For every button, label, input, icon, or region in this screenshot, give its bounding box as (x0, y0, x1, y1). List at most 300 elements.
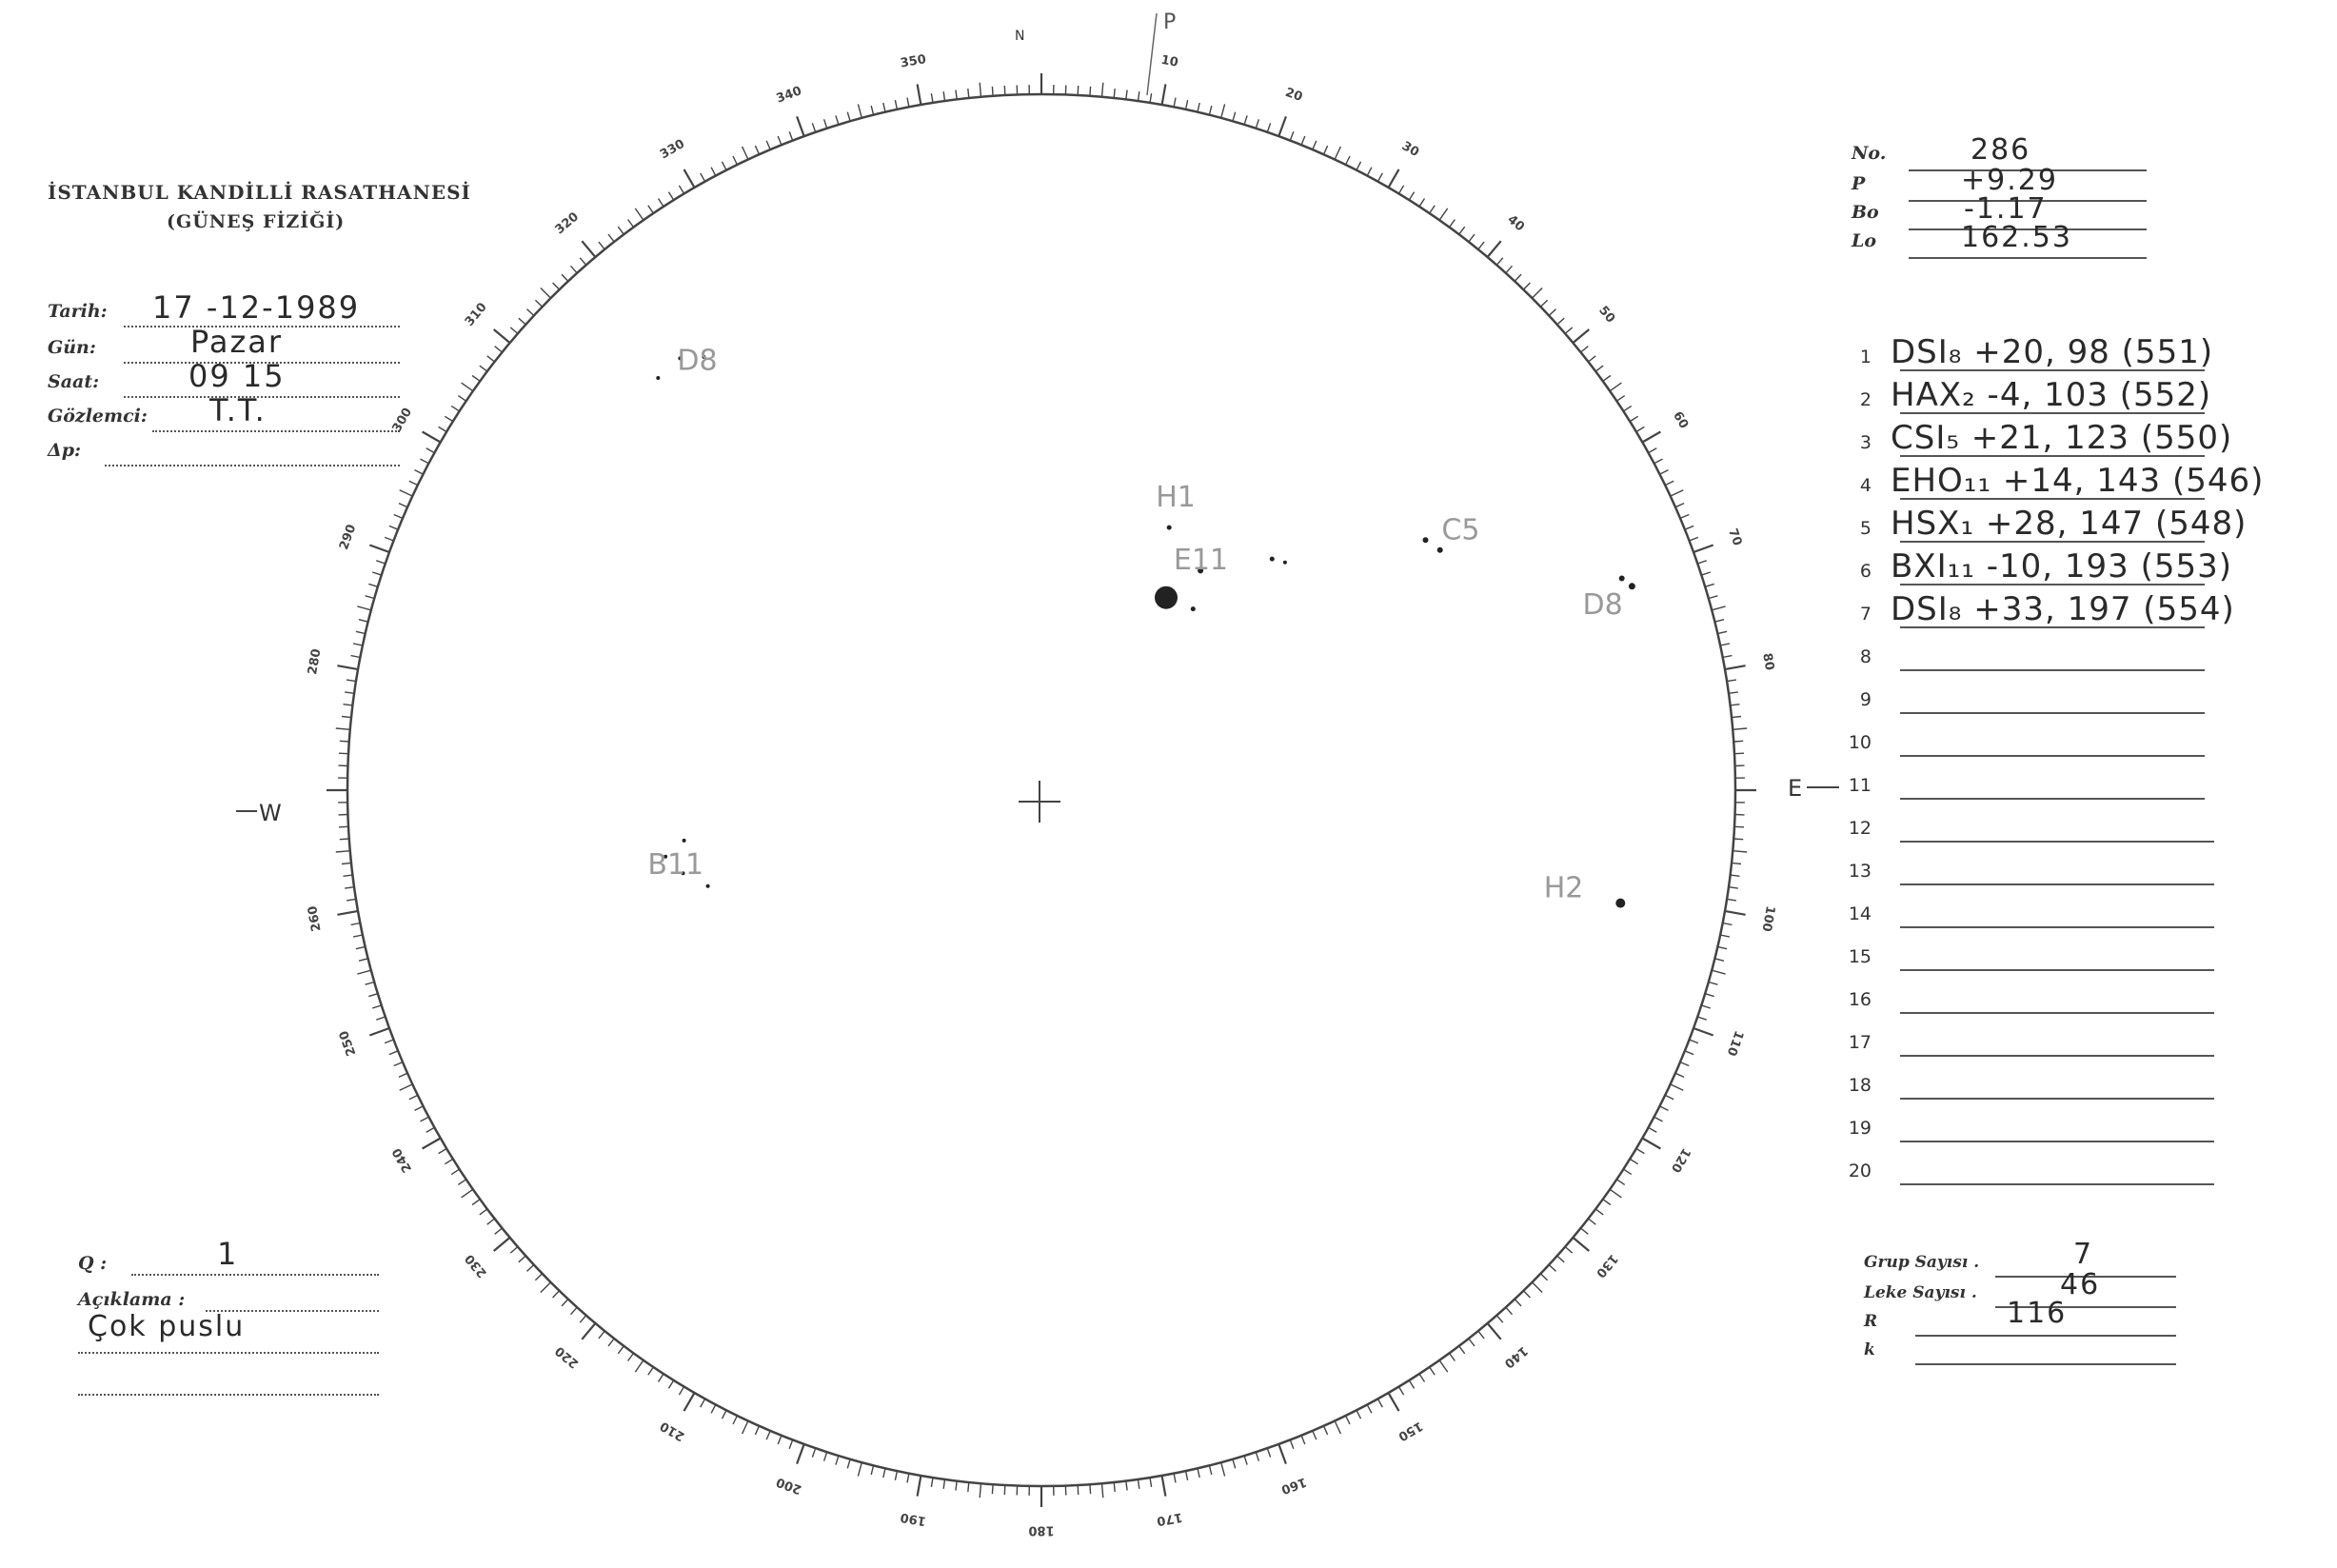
group-row-number: 17 (1848, 1032, 1872, 1053)
degree-label: 80 (1759, 651, 1777, 672)
degree-tick (462, 383, 473, 391)
degree-tick (1533, 288, 1543, 299)
gun-value: Pazar (190, 324, 284, 360)
degree-label: 140 (1500, 1342, 1531, 1371)
degree-tick (1346, 156, 1350, 165)
aciklama-value: Çok puslu (88, 1310, 246, 1343)
degree-tick (701, 173, 705, 182)
aciklama-label: Açıklama : (78, 1289, 186, 1310)
degree-tick (1439, 1360, 1448, 1372)
degree-label: 200 (774, 1474, 804, 1497)
degree-tick (1450, 1353, 1456, 1360)
degree-tick (1399, 186, 1404, 194)
degree-tick (1469, 234, 1475, 242)
degree-tick (1717, 946, 1727, 948)
degree-tick (1595, 1209, 1603, 1215)
degree-tick (1557, 1256, 1564, 1262)
degree-tick (1540, 300, 1547, 307)
degree-tick (1690, 1040, 1698, 1043)
degree-tick (571, 266, 578, 273)
degree-tick (359, 620, 368, 623)
degree-label: 20 (1283, 85, 1305, 106)
degree-tick (1478, 1331, 1484, 1339)
degree-tick (659, 1374, 664, 1381)
tarih-value: 17 -12-1989 (152, 289, 361, 326)
group-row-number: 8 (1859, 646, 1872, 667)
degree-tick (519, 318, 525, 325)
gun-label: Gün: (48, 337, 96, 358)
group-row-number: 14 (1848, 903, 1872, 924)
degree-tick (409, 481, 418, 485)
group-disk-label: D8 (1582, 587, 1623, 622)
degree-tick (1540, 1274, 1547, 1280)
degree-tick (1078, 86, 1079, 95)
degree-tick (1709, 982, 1718, 985)
sunspot (1423, 537, 1429, 543)
param-p-label: P (1852, 173, 1866, 194)
k-label: k (1864, 1340, 1875, 1360)
degree-tick (711, 168, 716, 176)
degree-tick (1267, 123, 1270, 131)
degree-tick (1725, 665, 1746, 669)
group-row-entry: DSI₈ +33, 197 (554) (1891, 590, 2235, 628)
degree-tick (344, 875, 353, 876)
group-row-entry: HAX₂ -4, 103 (552) (1891, 376, 2212, 414)
sunspot (1629, 583, 1635, 589)
degree-tick (812, 1448, 815, 1457)
group-row-entry: HSX₁ +28, 147 (548) (1891, 505, 2248, 543)
degree-tick (1630, 1159, 1638, 1163)
degree-tick (1004, 1485, 1005, 1495)
degree-tick (766, 141, 770, 149)
degree-tick (510, 1247, 518, 1254)
param-no-label: No. (1852, 143, 1887, 164)
degree-tick (824, 119, 827, 129)
degree-tick (628, 1353, 634, 1360)
degree-tick (1671, 1084, 1684, 1090)
degree-tick (789, 131, 793, 140)
degree-tick (1616, 1180, 1624, 1185)
degree-tick (824, 1452, 827, 1461)
degree-tick (668, 1380, 673, 1389)
group-row-entry: DSI₈ +20, 98 (551) (1891, 333, 2214, 371)
p-axis-line (1147, 13, 1157, 95)
degree-tick (400, 1084, 413, 1090)
degree-tick (618, 227, 624, 234)
west-label: W (259, 800, 282, 826)
degree-tick (1004, 86, 1005, 95)
degree-label: 170 (1155, 1509, 1184, 1528)
degree-tick (847, 1459, 850, 1469)
group-row-number: 19 (1848, 1118, 1872, 1139)
degree-tick (1102, 83, 1103, 97)
degree-tick (1610, 383, 1621, 391)
degree-tick (1377, 173, 1382, 182)
degree-tick (409, 1095, 418, 1099)
degree-tick (1114, 89, 1115, 98)
degree-tick (1367, 1404, 1372, 1413)
degree-tick (366, 596, 375, 599)
degree-tick (487, 356, 495, 362)
degree-tick (376, 561, 385, 564)
degree-tick (1733, 839, 1743, 840)
group-row-number: 1 (1859, 347, 1872, 367)
degree-tick (755, 1426, 759, 1435)
degree-tick (599, 1331, 604, 1339)
degree-tick (992, 1484, 993, 1494)
degree-tick (553, 1291, 560, 1298)
gozlemci-value: T.T. (209, 392, 267, 428)
saat-value: 09 15 (188, 358, 286, 394)
sunspot (1191, 606, 1196, 611)
sunspot (1270, 557, 1275, 562)
degree-tick (1709, 596, 1718, 599)
degree-tick (1636, 1149, 1645, 1154)
degree-tick (733, 156, 737, 165)
group-row-number: 12 (1848, 818, 1872, 839)
degree-tick (1346, 1416, 1350, 1424)
degree-tick (1723, 656, 1733, 658)
degree-tick (679, 1387, 683, 1396)
degree-tick (385, 1040, 393, 1043)
degree-tick (836, 1456, 839, 1465)
degree-label: 120 (1667, 1144, 1693, 1176)
degree-tick (618, 1346, 624, 1354)
degree-tick (353, 644, 363, 645)
degree-tick (389, 526, 398, 529)
degree-tick (1198, 1468, 1199, 1478)
group-disk-label: D8 (677, 344, 718, 378)
degree-tick (400, 490, 413, 496)
sunspot (1619, 576, 1625, 582)
degree-tick (1712, 606, 1725, 610)
degree-tick (1727, 680, 1736, 682)
degree-tick (1671, 490, 1684, 496)
degree-label: 310 (462, 300, 490, 329)
group-row-number: 10 (1848, 732, 1872, 753)
degree-tick (1399, 1387, 1404, 1396)
degree-tick (635, 208, 644, 220)
degree-tick (462, 1189, 473, 1198)
degree-tick (659, 199, 664, 207)
degree-tick (1610, 1189, 1621, 1198)
degree-tick (1720, 935, 1730, 937)
degree-tick (1102, 1483, 1103, 1498)
degree-tick (369, 1028, 389, 1036)
degree-tick (1734, 753, 1744, 754)
param-lo-label: Lo (1852, 230, 1877, 251)
sunspot (1615, 899, 1625, 908)
degree-tick (340, 839, 349, 840)
degree-tick (510, 327, 518, 334)
degree-tick (1256, 1452, 1258, 1461)
degree-tick (356, 946, 366, 948)
degree-label: 60 (1670, 408, 1692, 432)
degree-tick (1636, 427, 1645, 431)
param-lo-value: 162.53 (1961, 221, 2072, 254)
degree-tick (1523, 1291, 1530, 1298)
degree-tick (668, 192, 673, 201)
q-label: Q : (78, 1253, 108, 1274)
sunspots (656, 355, 1635, 908)
degree-tick (1725, 911, 1746, 915)
r-value: 116 (2007, 1297, 2068, 1330)
degree-tick (345, 692, 354, 693)
degree-tick (351, 656, 361, 658)
degree-tick (907, 1474, 909, 1483)
degree-tick (1515, 274, 1521, 281)
degree-tick (907, 98, 909, 108)
degree-tick (1478, 242, 1484, 249)
degree-tick (1313, 1431, 1317, 1439)
degree-tick (1496, 1316, 1503, 1323)
degree-tick (1114, 1482, 1115, 1492)
degree-tick (1549, 1265, 1555, 1272)
degree-tick (1712, 970, 1725, 974)
degree-tick (1680, 1062, 1689, 1066)
degree-tick (968, 89, 969, 98)
degree-tick (519, 1256, 525, 1262)
degree-tick (883, 103, 885, 112)
degree-tick (1221, 104, 1225, 118)
sunspot (1155, 586, 1178, 609)
degree-tick (1290, 131, 1294, 140)
degree-label: 230 (462, 1251, 490, 1280)
degree-tick (1419, 1374, 1425, 1381)
param-bo-label: Bo (1852, 202, 1879, 223)
degree-tick (426, 448, 435, 453)
east-label: E (1788, 775, 1803, 802)
degree-tick (1720, 644, 1730, 645)
degree-label: 240 (389, 1144, 416, 1176)
degree-tick (535, 1274, 542, 1280)
param-bo-value: -1.17 (1964, 192, 2048, 226)
degree-tick (1701, 572, 1711, 575)
sunspot (706, 884, 710, 888)
sunspot (1437, 547, 1443, 553)
degree-tick (968, 1482, 969, 1492)
degree-tick (1660, 470, 1669, 475)
degree-tick (755, 146, 759, 154)
degree-tick (701, 1399, 705, 1407)
degree-tick (1357, 1410, 1361, 1419)
group-row-number: 5 (1859, 518, 1872, 539)
leke-sayisi-label: Leke Sayısı . (1864, 1283, 1977, 1302)
group-row-entry: CSI₅ +21, 123 (550) (1891, 419, 2233, 457)
degree-tick (342, 717, 351, 718)
degree-tick (648, 206, 654, 213)
degree-tick (1729, 887, 1738, 888)
degree-tick (1665, 481, 1674, 485)
degree-tick (931, 1478, 933, 1487)
degree-tick (1733, 741, 1743, 742)
degree-tick (1090, 1484, 1091, 1494)
degree-tick (487, 1219, 495, 1224)
degree-tick (1697, 1017, 1706, 1020)
degree-tick (1697, 561, 1706, 564)
degree-tick (1186, 1471, 1188, 1480)
degree-tick (1616, 396, 1624, 402)
degree-tick (956, 90, 957, 100)
degree-tick (1174, 1474, 1176, 1483)
group-disk-label: E11 (1173, 544, 1229, 578)
degree-tick (723, 1410, 727, 1419)
degree-tick (1209, 1465, 1211, 1475)
degree-tick (1680, 515, 1689, 519)
degree-tick (1335, 1421, 1340, 1435)
degree-label: 300 (389, 405, 416, 436)
degree-tick (399, 504, 407, 507)
degree-tick (895, 100, 897, 109)
degree-tick (495, 1228, 503, 1234)
degree-tick (426, 1127, 435, 1132)
degree-tick (541, 1282, 551, 1293)
degree-tick (1701, 1005, 1711, 1008)
degree-tick (415, 1106, 424, 1111)
degree-tick (1198, 103, 1199, 112)
degree-tick (1557, 318, 1564, 325)
degree-tick (1654, 1117, 1663, 1121)
degree-tick (571, 1307, 578, 1315)
degree-tick (797, 116, 804, 136)
degree-tick (1335, 147, 1340, 160)
degree-tick (336, 851, 350, 852)
degree-tick (580, 1316, 586, 1323)
degree-tick (356, 631, 366, 633)
degree-tick (1506, 1307, 1513, 1315)
degree-tick (1549, 309, 1555, 316)
q-value: 1 (217, 1236, 239, 1272)
degree-tick (1174, 98, 1176, 108)
degree-label: 260 (306, 904, 325, 933)
degree-tick (1642, 432, 1660, 443)
grup-sayisi-value: 7 (2073, 1238, 2094, 1271)
degree-tick (357, 970, 370, 974)
degree-label: 110 (1723, 1028, 1746, 1059)
disk-outline (347, 94, 1735, 1486)
degree-tick (1150, 1478, 1152, 1487)
degree-tick (1389, 1393, 1399, 1411)
degree-tick (339, 826, 348, 827)
degree-tick (445, 416, 453, 421)
degree-tick (345, 887, 354, 888)
degree-tick (1162, 1476, 1166, 1497)
degree-tick (766, 1431, 770, 1439)
degree-tick (1278, 1444, 1286, 1464)
degree-tick (495, 347, 503, 352)
degree-tick (1523, 283, 1530, 289)
degree-tick (494, 1238, 510, 1251)
degree-tick (1731, 875, 1740, 876)
degree-tick (1419, 199, 1425, 207)
degree-tick (1630, 416, 1638, 421)
degree-tick (582, 1323, 595, 1340)
degree-tick (369, 546, 389, 553)
degree-tick (1301, 1436, 1305, 1444)
degree-tick (847, 112, 850, 122)
group-row-number: 18 (1848, 1075, 1872, 1096)
degree-label: 350 (899, 52, 928, 71)
param-no-value: 286 (1971, 133, 2031, 167)
degree-tick (1090, 87, 1091, 96)
degree-tick (445, 1159, 453, 1163)
sunspot (656, 376, 660, 380)
degree-tick (1515, 1300, 1521, 1306)
degree-tick (336, 728, 350, 729)
degree-tick (931, 93, 933, 103)
degree-tick (1186, 100, 1188, 109)
degree-tick (357, 606, 370, 610)
degree-tick (1150, 93, 1152, 103)
degree-tick (1450, 220, 1456, 228)
degree-tick (480, 366, 487, 371)
degree-tick (797, 1444, 804, 1464)
group-row-number: 6 (1859, 561, 1872, 582)
degree-label: 40 (1504, 212, 1527, 235)
degree-tick (1162, 84, 1166, 105)
degree-tick (535, 300, 542, 307)
degree-label: 250 (337, 1028, 360, 1059)
group-row-number: 11 (1848, 775, 1872, 796)
degree-tick (871, 106, 873, 115)
degree-tick (1439, 208, 1448, 220)
degree-tick (883, 1468, 885, 1478)
degree-tick (562, 1300, 568, 1306)
group-labels (647, 345, 1622, 905)
degree-label: 150 (1395, 1418, 1426, 1444)
degree-label: 340 (774, 84, 804, 107)
degree-tick (1675, 504, 1684, 507)
degree-tick (812, 123, 815, 131)
sunspot (1283, 561, 1287, 565)
degree-tick (1714, 620, 1724, 623)
param-p-value: +9.29 (1961, 164, 2058, 197)
degree-tick (1389, 169, 1399, 188)
grup-sayisi-label: Grup Sayısı . (1864, 1253, 1980, 1272)
degree-tick (1675, 1073, 1684, 1077)
degree-tick (1649, 1127, 1657, 1132)
degree-tick (1126, 1481, 1127, 1491)
degree-tick (608, 1339, 614, 1346)
degree-tick (1488, 241, 1501, 257)
degree-tick (372, 572, 382, 575)
degree-tick (858, 104, 862, 118)
group-disk-label: B11 (647, 848, 704, 883)
group-row-number: 13 (1848, 861, 1872, 882)
degree-tick (385, 537, 393, 541)
degree-tick (679, 186, 683, 194)
delta-p-label: Δp: (48, 440, 82, 461)
degree-tick (1660, 1106, 1669, 1111)
degree-tick (368, 994, 378, 997)
degree-tick (1693, 1028, 1713, 1036)
degree-tick (376, 1017, 385, 1020)
group-disk-label: C5 (1441, 513, 1480, 547)
degree-tick (351, 923, 361, 925)
group-disk-label: H2 (1543, 871, 1584, 905)
degree-tick (1430, 206, 1436, 213)
degree-label: 10 (1159, 52, 1179, 70)
degree-tick (451, 406, 459, 411)
degree-tick (723, 162, 727, 170)
group-row-number: 2 (1859, 389, 1872, 410)
degree-tick (1313, 141, 1317, 149)
degree-tick (1665, 1095, 1674, 1099)
degree-tick (1690, 537, 1698, 541)
degree-tick (580, 258, 586, 266)
degree-label: 220 (552, 1342, 583, 1371)
degree-tick (562, 274, 568, 281)
